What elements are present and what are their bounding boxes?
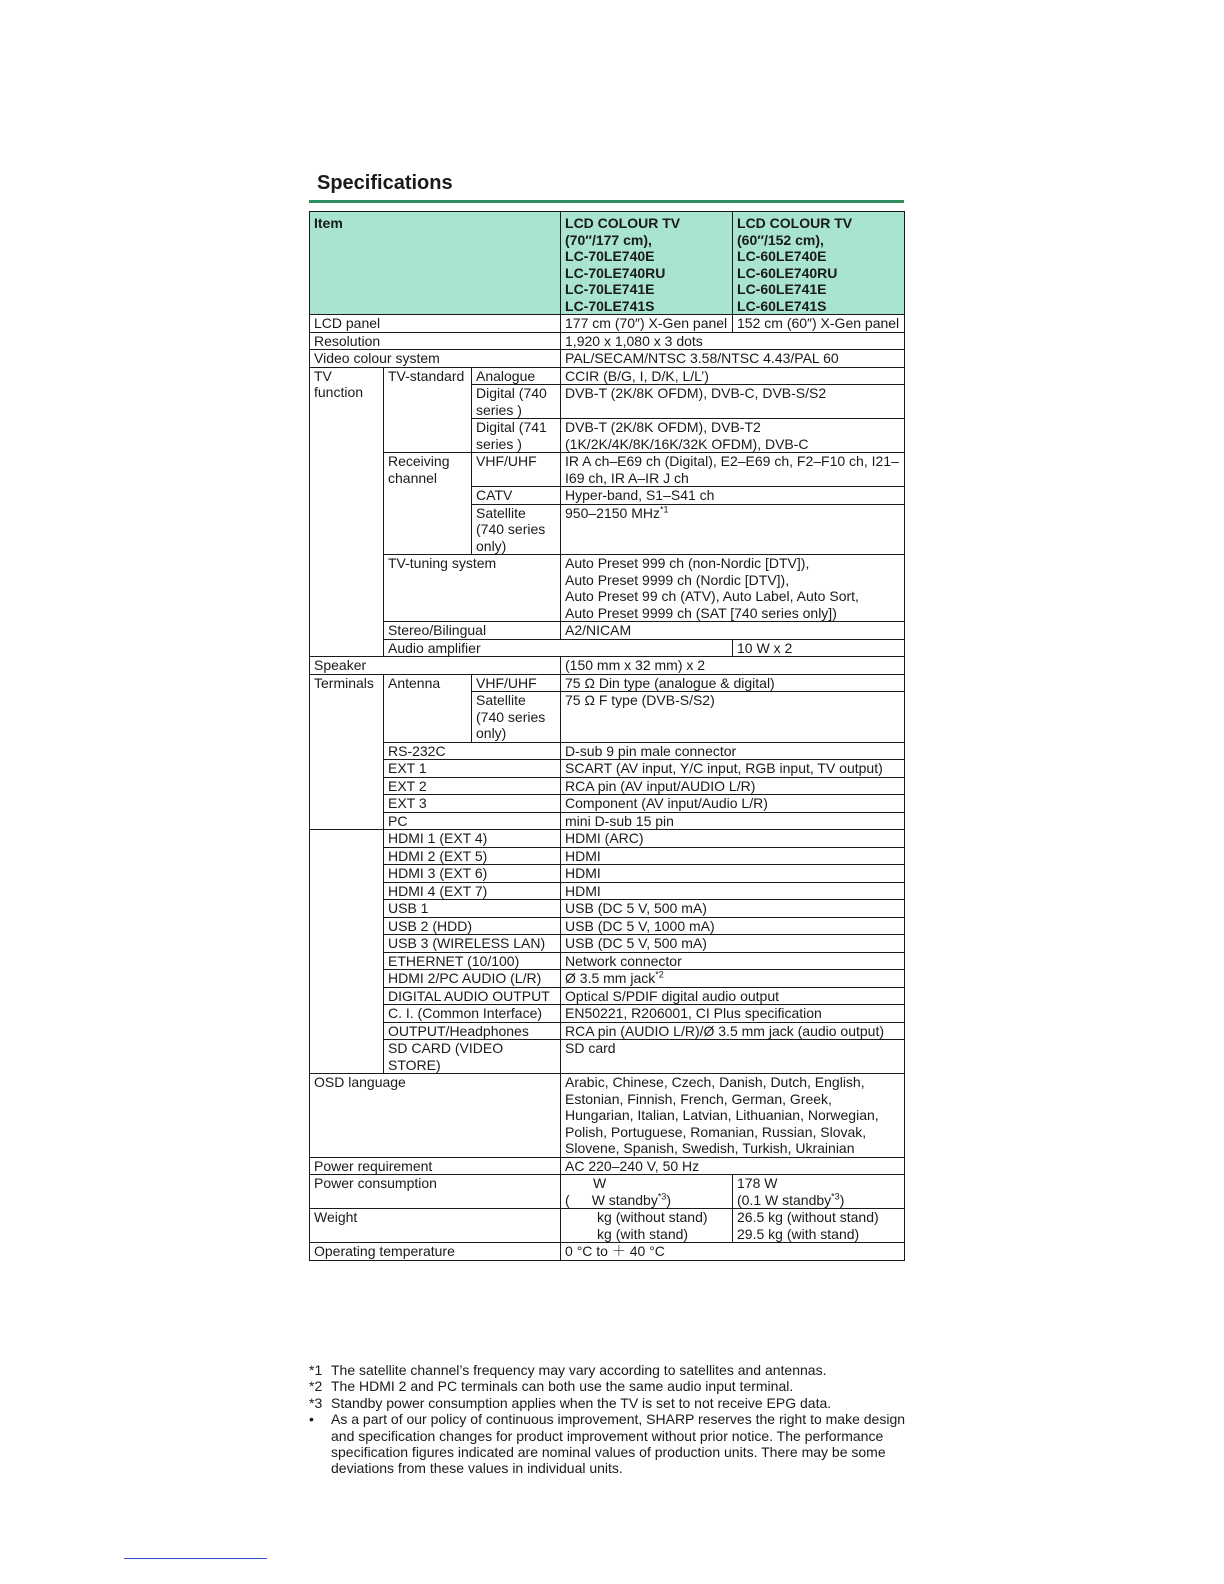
terminal-label: HDMI 4 (EXT 7) xyxy=(384,882,561,900)
terminal-label: USB 2 (HDD) xyxy=(384,917,561,935)
terminal-value: EN50221, R206001, CI Plus specification xyxy=(561,1005,905,1023)
analogue-label: Analogue xyxy=(472,367,561,385)
terminal-label: ETHERNET (10/100) xyxy=(384,952,561,970)
row-tv-tuning xyxy=(310,555,905,622)
terminal-value: HDMI (ARC) xyxy=(561,830,905,848)
footnote-ref: *1 xyxy=(659,503,669,514)
row-value-60: 152 cm (60″) X-Gen panel xyxy=(733,315,905,333)
tv-standard-label: TV-standard xyxy=(384,367,472,453)
stereo-value: A2/NICAM xyxy=(561,622,905,640)
terminal-label: SD CARD (VIDEO STORE) xyxy=(384,1040,561,1074)
disclaimer: • As a part of our policy of continuous improvement, SHARP reserves the right to make design and specification changes for product improvement without prior notice. The performance specification figures indicated are nominal values of production units. There may be some deviations from these values in individual units. xyxy=(309,1411,906,1477)
stereo-label: Stereo/Bilingual xyxy=(384,622,561,640)
terminal-row xyxy=(310,830,905,848)
antenna-label: Antenna xyxy=(384,674,472,742)
row-weight xyxy=(310,1209,905,1243)
weight-60-value: 26.5 kg (without stand) 29.5 kg (with stand) xyxy=(733,1209,905,1243)
analogue-value: CCIR (B/G, I, D/K, L/L’) xyxy=(561,367,905,385)
row-label: Audio amplifier xyxy=(384,639,733,657)
terminal-label: HDMI 3 (EXT 6) xyxy=(384,865,561,883)
receiving-channel-label: Receiving channel xyxy=(384,453,472,555)
terminal-value: HDMI xyxy=(561,847,905,865)
tuning-label: TV-tuning system xyxy=(384,555,561,622)
row-speaker xyxy=(310,657,905,675)
row-value: AC 220–240 V, 50 Hz xyxy=(561,1157,905,1175)
row-label: Power requirement xyxy=(310,1157,561,1175)
row-label: LCD panel xyxy=(310,315,561,333)
footnote: *1 The satellite channel’s frequency may vary according to satellites and antennas. xyxy=(309,1362,827,1378)
digital-741-value: DVB-T (2K/8K OFDM), DVB-T2 (1K/2K/4K/8K/16K/32K OFDM), DVB-C xyxy=(561,419,905,453)
terminal-label: HDMI 1 (EXT 4) xyxy=(384,830,561,848)
terminal-row xyxy=(310,882,905,900)
terminal-label: OUTPUT/Headphones xyxy=(384,1022,561,1040)
terminal-label: C. I. (Common Interface) xyxy=(384,1005,561,1023)
terminals-continued xyxy=(310,830,384,1074)
terminal-value: mini D-sub 15 pin xyxy=(561,812,905,830)
terminal-row xyxy=(310,970,905,988)
power-70-value: W ( W standby$^{*3}$) xyxy=(561,1175,733,1209)
antenna-vhf-value: 75 Ω Din type (analogue & digital) xyxy=(561,674,905,692)
terminal-label: EXT 1 xyxy=(384,760,561,778)
terminal-label: EXT 2 xyxy=(384,777,561,795)
spec-table xyxy=(309,211,905,1261)
row-operating-temperature xyxy=(310,1243,905,1261)
row-label: Operating temperature xyxy=(310,1243,561,1261)
terminal-value: HDMI xyxy=(561,882,905,900)
row-label: Weight xyxy=(310,1209,561,1243)
row-value: 10 W x 2 xyxy=(733,639,905,657)
terminal-value: HDMI xyxy=(561,865,905,883)
terminal-label: HDMI 2 (EXT 5) xyxy=(384,847,561,865)
terminal-row xyxy=(310,760,905,778)
terminal-row xyxy=(310,777,905,795)
terminal-row xyxy=(310,935,905,953)
terminal-value: USB (DC 5 V, 500 mA) xyxy=(561,935,905,953)
terminal-row xyxy=(310,900,905,918)
osd-value: Arabic, Chinese, Czech, Danish, Dutch, English, Estonian, Finnish, French, German, Greek, Hungarian, Italian, Latvian, Lithuanian, Norwegian, Polish, Portuguese, Romanian, Russian, Slovak, Slovene, Spanish, Swedish, Turkish, Ukrainian xyxy=(561,1074,905,1158)
terminal-label: PC xyxy=(384,812,561,830)
satellite-label: Satellite (740 series only) xyxy=(472,504,561,555)
catv-value: Hyper-band, S1–S41 ch xyxy=(561,487,905,505)
antenna-sat-label: Satellite (740 series only) xyxy=(472,692,561,743)
terminal-row xyxy=(310,812,905,830)
terminal-row xyxy=(310,1040,905,1074)
digital-740-label: Digital (740 series ) xyxy=(472,385,561,419)
terminal-value: USB (DC 5 V, 1000 mA) xyxy=(561,917,905,935)
terminal-row xyxy=(310,1005,905,1023)
header-item: Item xyxy=(310,212,561,315)
row-audio-amp xyxy=(310,639,905,657)
row-tv-analogue xyxy=(310,367,905,385)
row-value: 1,920 x 1,080 x 3 dots xyxy=(561,332,905,350)
row-value: (150 mm x 32 mm) x 2 xyxy=(561,657,905,675)
vhfuhf-label: VHF/UHF xyxy=(472,453,561,487)
terminal-label: DIGITAL AUDIO OUTPUT xyxy=(384,987,561,1005)
terminal-row xyxy=(310,952,905,970)
row-lcd-panel xyxy=(310,315,905,333)
terminal-label: HDMI 2/PC AUDIO (L/R) xyxy=(384,970,561,988)
row-resolution xyxy=(310,332,905,350)
tv-function-label: TV function xyxy=(310,367,384,657)
power-60-value: 178 W (0.1 W standby$^{*3}$) xyxy=(733,1175,905,1209)
digital-741-label: Digital (741 series ) xyxy=(472,419,561,453)
header-row xyxy=(310,212,905,315)
terminal-label: USB 3 (WIRELESS LAN) xyxy=(384,935,561,953)
page-title: Specifications xyxy=(317,172,453,194)
terminal-value: SCART (AV input, Y/C input, RGB input, TV output) xyxy=(561,760,905,778)
row-power-consumption xyxy=(310,1175,905,1209)
header-col-70: LCD COLOUR TV (70″/177 cm), LC-70LE740E LC-70LE740RU LC-70LE741E LC-70LE741S xyxy=(561,212,733,315)
terminal-row xyxy=(310,1022,905,1040)
tuning-value: Auto Preset 999 ch (non-Nordic [DTV]), Auto Preset 9999 ch (Nordic [DTV]), Auto Preset 99 ch (ATV), Auto Label, Auto Sort, Auto Preset 9999 ch (SAT [740 series only]) xyxy=(561,555,905,622)
terminal-label: EXT 3 xyxy=(384,795,561,813)
row-label: Video colour system xyxy=(310,350,561,368)
vhfuhf-value: IR A ch–E69 ch (Digital), E2–E69 ch, F2–F10 ch, I21–I69 ch, IR A–IR J ch xyxy=(561,453,905,487)
terminal-value: RCA pin (AV input/AUDIO L/R) xyxy=(561,777,905,795)
antenna-sat-value: 75 Ω F type (DVB-S/S2) xyxy=(561,692,905,743)
link-underline[interactable] xyxy=(124,1558,267,1559)
footnote: *2 The HDMI 2 and PC terminals can both use the same audio input terminal. xyxy=(309,1378,794,1395)
row-label: Resolution xyxy=(310,332,561,350)
terminal-value: USB (DC 5 V, 500 mA) xyxy=(561,900,905,918)
row-osd-language xyxy=(310,1074,905,1158)
terminal-row xyxy=(310,847,905,865)
row-receiving-vhfuhf xyxy=(310,453,905,487)
header-col-60: LCD COLOUR TV (60″/152 cm), LC-60LE740E LC-60LE740RU LC-60LE741E LC-60LE741S xyxy=(733,212,905,315)
terminal-value: RCA pin (AUDIO L/R)/Ø 3.5 mm jack (audio output) xyxy=(561,1022,905,1040)
footnote-ref: *2 xyxy=(655,969,664,980)
row-label: Speaker xyxy=(310,657,561,675)
terminal-label: USB 1 xyxy=(384,900,561,918)
terminal-row xyxy=(310,795,905,813)
terminal-value: D-sub 9 pin male connector xyxy=(561,742,905,760)
terminal-row xyxy=(310,917,905,935)
antenna-vhf-label: VHF/UHF xyxy=(472,674,561,692)
terminal-label: RS-232C xyxy=(384,742,561,760)
row-label: Power consumption xyxy=(310,1175,561,1209)
terminal-value: Component (AV input/Audio L/R) xyxy=(561,795,905,813)
row-antenna-vhf xyxy=(310,674,905,692)
row-video-colour xyxy=(310,350,905,368)
terminals-label: Terminals xyxy=(310,674,384,830)
terminal-value: Ø 3.5 mm jack$^{*2}$ xyxy=(561,970,905,988)
catv-label: CATV xyxy=(472,487,561,505)
terminal-row xyxy=(310,865,905,883)
terminal-row xyxy=(310,987,905,1005)
terminal-value: Network connector xyxy=(561,952,905,970)
terminal-value: Optical S/PDIF digital audio output xyxy=(561,987,905,1005)
weight-70-value: kg (without stand) kg (with stand) xyxy=(561,1209,733,1243)
row-power-requirement xyxy=(310,1157,905,1175)
digital-740-value: DVB-T (2K/8K OFDM), DVB-C, DVB-S/S2 xyxy=(561,385,905,419)
row-value: PAL/SECAM/NTSC 3.58/NTSC 4.43/PAL 60 xyxy=(561,350,905,368)
footnote: *3 Standby power consumption applies when the TV is set to not receive EPG data. xyxy=(309,1394,832,1411)
footnotes xyxy=(309,1362,909,1477)
title-rule xyxy=(309,200,904,203)
terminal-value: SD card xyxy=(561,1040,905,1074)
row-value: 0 °C to ＋ 40 °C xyxy=(561,1243,905,1261)
satellite-value: 950–2150 MHz$^{*1}$ xyxy=(561,504,905,555)
row-stereo xyxy=(310,622,905,640)
row-label: OSD language xyxy=(310,1074,561,1158)
terminal-row xyxy=(310,742,905,760)
row-value-70: 177 cm (70″) X-Gen panel xyxy=(561,315,733,333)
